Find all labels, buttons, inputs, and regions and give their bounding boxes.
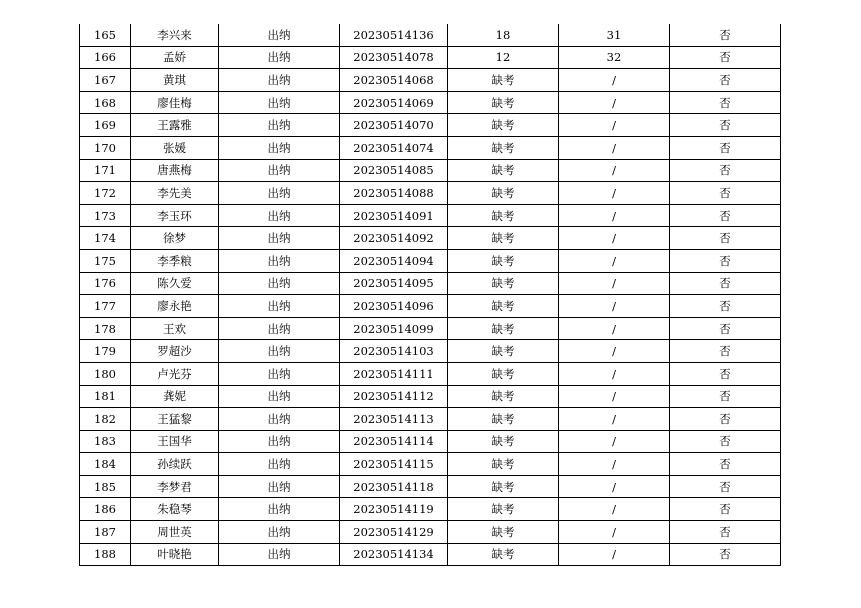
candidate-name-cell: 陈久爱 (131, 272, 219, 295)
candidate-name-cell: 朱稳琴 (131, 498, 219, 521)
score-cell: 缺考 (448, 408, 559, 431)
score-cell: 缺考 (448, 453, 559, 476)
serial-number-cell: 181 (80, 385, 131, 408)
table-row (80, 91, 781, 114)
serial-number-cell: 173 (80, 204, 131, 227)
candidate-name-cell: 唐燕梅 (131, 159, 219, 182)
table-row (80, 249, 781, 272)
score-cell: 缺考 (448, 91, 559, 114)
serial-number-cell: 186 (80, 498, 131, 521)
position-cell: 出纳 (219, 543, 340, 566)
table-row (80, 295, 781, 318)
interview-cell: 否 (670, 475, 781, 498)
ticket-number-cell: 20230514078 (340, 46, 448, 69)
candidate-name-cell: 孟娇 (131, 46, 219, 69)
ticket-number-cell: 20230514096 (340, 295, 448, 318)
position-cell: 出纳 (219, 521, 340, 544)
rank-cell: / (559, 69, 670, 92)
rank-cell: 32 (559, 46, 670, 69)
ticket-number-cell: 20230514092 (340, 227, 448, 250)
table-row (80, 430, 781, 453)
interview-cell: 否 (670, 295, 781, 318)
table-row (80, 543, 781, 566)
serial-number-cell: 187 (80, 521, 131, 544)
serial-number-cell: 183 (80, 430, 131, 453)
rank-cell: / (559, 543, 670, 566)
score-cell: 缺考 (448, 69, 559, 92)
position-cell: 出纳 (219, 362, 340, 385)
results-sheet (79, 24, 780, 566)
ticket-number-cell: 20230514134 (340, 543, 448, 566)
serial-number-cell: 172 (80, 182, 131, 205)
score-cell: 18 (448, 24, 559, 46)
serial-number-cell: 176 (80, 272, 131, 295)
position-cell: 出纳 (219, 430, 340, 453)
interview-cell: 否 (670, 272, 781, 295)
interview-cell: 否 (670, 114, 781, 137)
interview-cell: 否 (670, 362, 781, 385)
serial-number-cell: 184 (80, 453, 131, 476)
serial-number-cell: 178 (80, 317, 131, 340)
serial-number-cell: 165 (80, 24, 131, 46)
score-cell: 缺考 (448, 136, 559, 159)
candidate-name-cell: 廖佳梅 (131, 91, 219, 114)
candidate-name-cell: 卢光芬 (131, 362, 219, 385)
position-cell: 出纳 (219, 182, 340, 205)
table-row (80, 114, 781, 137)
interview-cell: 否 (670, 521, 781, 544)
interview-cell: 否 (670, 182, 781, 205)
table-row (80, 521, 781, 544)
position-cell: 出纳 (219, 272, 340, 295)
ticket-number-cell: 20230514070 (340, 114, 448, 137)
score-cell: 缺考 (448, 430, 559, 453)
interview-cell: 否 (670, 46, 781, 69)
interview-cell: 否 (670, 317, 781, 340)
table-row (80, 204, 781, 227)
serial-number-cell: 188 (80, 543, 131, 566)
score-cell: 缺考 (448, 385, 559, 408)
table-row (80, 24, 781, 46)
score-cell: 缺考 (448, 272, 559, 295)
position-cell: 出纳 (219, 227, 340, 250)
candidate-name-cell: 黄琪 (131, 69, 219, 92)
position-cell: 出纳 (219, 69, 340, 92)
candidate-name-cell: 王国华 (131, 430, 219, 453)
results-table (79, 24, 781, 566)
candidate-name-cell: 王欢 (131, 317, 219, 340)
serial-number-cell: 174 (80, 227, 131, 250)
serial-number-cell: 177 (80, 295, 131, 318)
candidate-name-cell: 龚妮 (131, 385, 219, 408)
interview-cell: 否 (670, 136, 781, 159)
candidate-name-cell: 罗超沙 (131, 340, 219, 363)
table-row (80, 362, 781, 385)
ticket-number-cell: 20230514136 (340, 24, 448, 46)
table-row (80, 453, 781, 476)
table-row (80, 498, 781, 521)
rank-cell: / (559, 362, 670, 385)
table-row (80, 46, 781, 69)
score-cell: 缺考 (448, 159, 559, 182)
position-cell: 出纳 (219, 91, 340, 114)
interview-cell: 否 (670, 24, 781, 46)
table-row (80, 159, 781, 182)
position-cell: 出纳 (219, 340, 340, 363)
candidate-name-cell: 叶晓艳 (131, 543, 219, 566)
rank-cell: / (559, 430, 670, 453)
score-cell: 缺考 (448, 498, 559, 521)
interview-cell: 否 (670, 159, 781, 182)
table-row (80, 408, 781, 431)
serial-number-cell: 168 (80, 91, 131, 114)
score-cell: 缺考 (448, 249, 559, 272)
position-cell: 出纳 (219, 46, 340, 69)
interview-cell: 否 (670, 69, 781, 92)
candidate-name-cell: 廖永艳 (131, 295, 219, 318)
interview-cell: 否 (670, 453, 781, 476)
interview-cell: 否 (670, 498, 781, 521)
table-row (80, 69, 781, 92)
position-cell: 出纳 (219, 136, 340, 159)
candidate-name-cell: 王猛黎 (131, 408, 219, 431)
candidate-name-cell: 徐梦 (131, 227, 219, 250)
rank-cell: / (559, 295, 670, 318)
interview-cell: 否 (670, 385, 781, 408)
rank-cell: / (559, 91, 670, 114)
candidate-name-cell: 李玉环 (131, 204, 219, 227)
rank-cell: 31 (559, 24, 670, 46)
rank-cell: / (559, 385, 670, 408)
ticket-number-cell: 20230514112 (340, 385, 448, 408)
score-cell: 缺考 (448, 543, 559, 566)
score-cell: 缺考 (448, 521, 559, 544)
interview-cell: 否 (670, 227, 781, 250)
interview-cell: 否 (670, 204, 781, 227)
rank-cell: / (559, 498, 670, 521)
interview-cell: 否 (670, 340, 781, 363)
ticket-number-cell: 20230514091 (340, 204, 448, 227)
position-cell: 出纳 (219, 114, 340, 137)
serial-number-cell: 167 (80, 69, 131, 92)
position-cell: 出纳 (219, 498, 340, 521)
ticket-number-cell: 20230514074 (340, 136, 448, 159)
candidate-name-cell: 李季粮 (131, 249, 219, 272)
candidate-name-cell: 李梦君 (131, 475, 219, 498)
candidate-name-cell: 李先美 (131, 182, 219, 205)
rank-cell: / (559, 340, 670, 363)
interview-cell: 否 (670, 91, 781, 114)
rank-cell: / (559, 159, 670, 182)
score-cell: 缺考 (448, 362, 559, 385)
ticket-number-cell: 20230514118 (340, 475, 448, 498)
candidate-name-cell: 李兴来 (131, 24, 219, 46)
score-cell: 缺考 (448, 295, 559, 318)
position-cell: 出纳 (219, 24, 340, 46)
ticket-number-cell: 20230514094 (340, 249, 448, 272)
position-cell: 出纳 (219, 159, 340, 182)
ticket-number-cell: 20230514069 (340, 91, 448, 114)
rank-cell: / (559, 249, 670, 272)
serial-number-cell: 170 (80, 136, 131, 159)
score-cell: 缺考 (448, 114, 559, 137)
score-cell: 缺考 (448, 317, 559, 340)
ticket-number-cell: 20230514095 (340, 272, 448, 295)
results-table-body (80, 24, 781, 566)
ticket-number-cell: 20230514085 (340, 159, 448, 182)
serial-number-cell: 185 (80, 475, 131, 498)
ticket-number-cell: 20230514103 (340, 340, 448, 363)
position-cell: 出纳 (219, 408, 340, 431)
position-cell: 出纳 (219, 317, 340, 340)
rank-cell: / (559, 272, 670, 295)
serial-number-cell: 179 (80, 340, 131, 363)
score-cell: 缺考 (448, 475, 559, 498)
table-row (80, 317, 781, 340)
score-cell: 12 (448, 46, 559, 69)
rank-cell: / (559, 204, 670, 227)
ticket-number-cell: 20230514119 (340, 498, 448, 521)
rank-cell: / (559, 475, 670, 498)
serial-number-cell: 171 (80, 159, 131, 182)
position-cell: 出纳 (219, 475, 340, 498)
serial-number-cell: 180 (80, 362, 131, 385)
rank-cell: / (559, 453, 670, 476)
serial-number-cell: 166 (80, 46, 131, 69)
rank-cell: / (559, 136, 670, 159)
rank-cell: / (559, 182, 670, 205)
ticket-number-cell: 20230514099 (340, 317, 448, 340)
table-row (80, 136, 781, 159)
table-row (80, 475, 781, 498)
table-row (80, 182, 781, 205)
position-cell: 出纳 (219, 385, 340, 408)
candidate-name-cell: 王露雅 (131, 114, 219, 137)
candidate-name-cell: 周世英 (131, 521, 219, 544)
table-row (80, 385, 781, 408)
ticket-number-cell: 20230514129 (340, 521, 448, 544)
rank-cell: / (559, 408, 670, 431)
ticket-number-cell: 20230514068 (340, 69, 448, 92)
interview-cell: 否 (670, 408, 781, 431)
score-cell: 缺考 (448, 227, 559, 250)
rank-cell: / (559, 114, 670, 137)
interview-cell: 否 (670, 249, 781, 272)
position-cell: 出纳 (219, 453, 340, 476)
rank-cell: / (559, 227, 670, 250)
position-cell: 出纳 (219, 249, 340, 272)
score-cell: 缺考 (448, 340, 559, 363)
candidate-name-cell: 孙续跃 (131, 453, 219, 476)
position-cell: 出纳 (219, 204, 340, 227)
ticket-number-cell: 20230514088 (340, 182, 448, 205)
table-row (80, 227, 781, 250)
position-cell: 出纳 (219, 295, 340, 318)
score-cell: 缺考 (448, 182, 559, 205)
score-cell: 缺考 (448, 204, 559, 227)
ticket-number-cell: 20230514113 (340, 408, 448, 431)
interview-cell: 否 (670, 430, 781, 453)
table-row (80, 340, 781, 363)
rank-cell: / (559, 317, 670, 340)
candidate-name-cell: 张媛 (131, 136, 219, 159)
table-row (80, 272, 781, 295)
rank-cell: / (559, 521, 670, 544)
serial-number-cell: 182 (80, 408, 131, 431)
serial-number-cell: 169 (80, 114, 131, 137)
interview-cell: 否 (670, 543, 781, 566)
ticket-number-cell: 20230514114 (340, 430, 448, 453)
ticket-number-cell: 20230514115 (340, 453, 448, 476)
serial-number-cell: 175 (80, 249, 131, 272)
ticket-number-cell: 20230514111 (340, 362, 448, 385)
